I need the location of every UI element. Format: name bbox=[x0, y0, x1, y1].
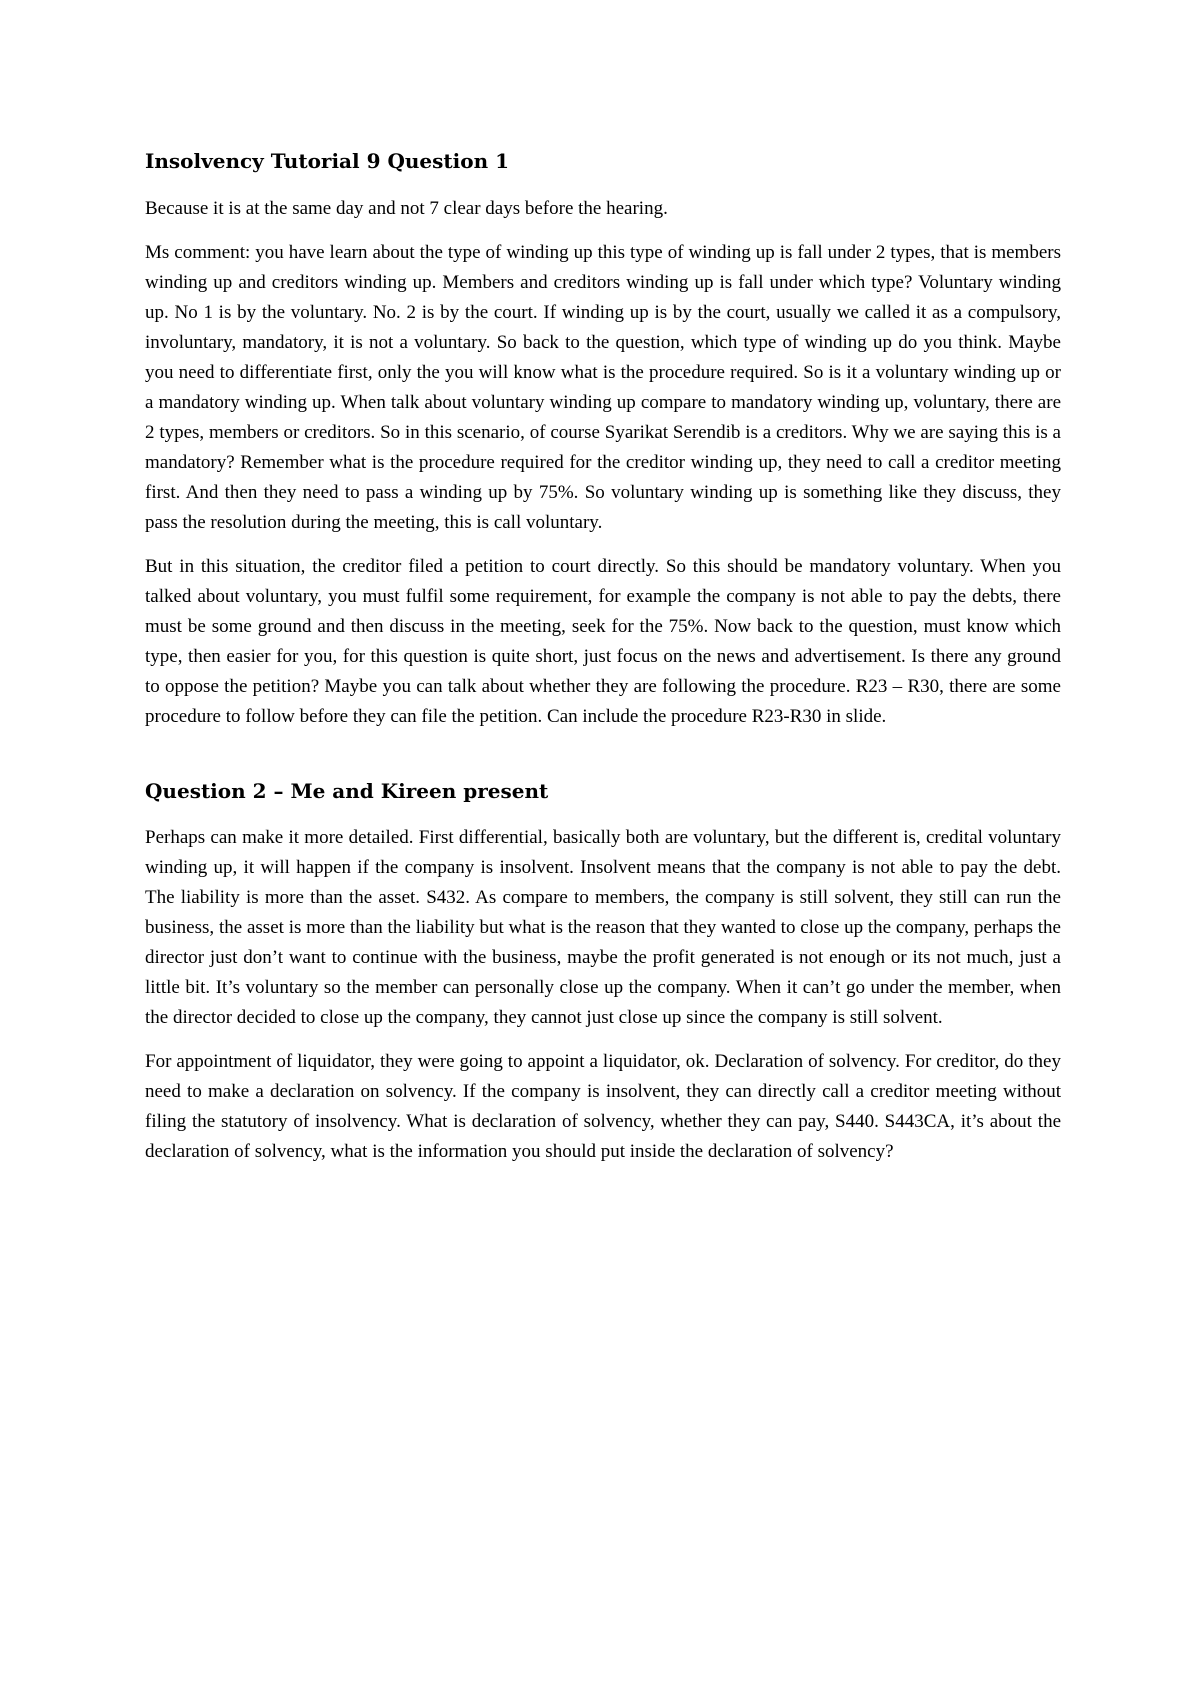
question-2-heading: Question 2 – Me and Kireen present bbox=[145, 779, 549, 803]
document-body bbox=[145, 146, 1061, 1181]
q1-answer-paragraph: Because it is at the same day and not 7 clear days before the hearing. bbox=[145, 198, 668, 219]
q2-liquidator-paragraph: For appointment of liquidator, they were going to appoint a liquidator, ok. Declaration of solvency. For creditor, do they need to make a declaration on solvency. If the company is insolvent, they can directly call a creditor meeting without filing the statutory of insolvency. What is declaration of solvency, whether they can pay, S440. S443CA, it’s about the declaration of solvency, what is the information you should put inside the declaration of solvency? bbox=[145, 1051, 1061, 1162]
q2-differential-paragraph: Perhaps can make it more detailed. First differential, basically both are voluntary, but the different is, credital voluntary winding up, it will happen if the company is insolvent. Insolvent means that the company is not able to pay the debt. The liability is more than the asset. S432. As compare to members, the company is still solvent, they still can run the business, the asset is more than the liability but what is the reason that they wanted to close up the company, perhaps the director just don’t want to continue with the business, maybe the profit generated is not enough or its not much, just a little bit. It’s voluntary so the member can personally close up the company. When it can’t go under the member, when the director decided to close up the company, they cannot just close up since the company is still solvent. bbox=[145, 827, 1061, 1028]
document-title: Insolvency Tutorial 9 Question 1 bbox=[145, 149, 509, 173]
q1-comment-paragraph: Ms comment: you have learn about the type of winding up this type of winding up is fall under 2 types, that is members winding up and creditors winding up. Members and creditors winding up is fall under which type? Voluntary winding up. No 1 is by the voluntary. No. 2 is by the court. If winding up is by the court, usually we called it as a compulsory, involuntary, mandatory, it is not a voluntary. So back to the question, which type of winding up do you think. Maybe you need to differentiate first, only the you will know what is the procedure required. So is it a voluntary winding up or a mandatory winding up. When talk about voluntary winding up compare to mandatory winding up, voluntary, there are 2 types, members or creditors. So in this scenario, of course Syarikat Serendib is a creditors. Why we are saying this is a mandatory? Remember what is the procedure required for the creditor winding up, they need to call a creditor meeting first. And then they need to pass a winding up by 75%. So voluntary winding up is something like they discuss, they pass the resolution during the meeting, this is call voluntary. bbox=[145, 242, 1061, 533]
q1-situation-paragraph: But in this situation, the creditor filed a petition to court directly. So this should be mandatory voluntary. When you talked about voluntary, you must fulfil some requirement, for example the company is not able to pay the debts, there must be some ground and then discuss in the meeting, seek for the 75%. Now back to the question, must know which type, then easier for you, for this question is quite short, just focus on the news and advertisement. Is there any ground to oppose the petition? Maybe you can talk about whether they are following the procedure. R23 – R30, there are some procedure to follow before they can file the petition. Can include the procedure R23-R30 in slide. bbox=[145, 556, 1061, 727]
